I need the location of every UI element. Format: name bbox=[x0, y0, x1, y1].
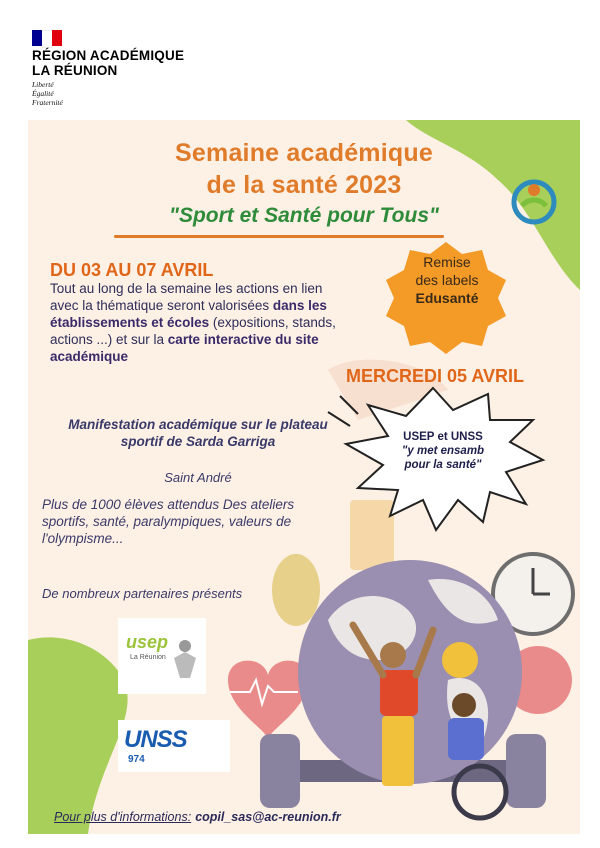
contact-line bbox=[54, 810, 341, 824]
motto-egalite: Égalité bbox=[32, 89, 54, 98]
usep-logo-text: usep bbox=[126, 632, 169, 652]
poster bbox=[28, 120, 580, 834]
ball bbox=[442, 642, 478, 678]
manifestation-place: Saint André bbox=[164, 470, 232, 485]
glass-drink bbox=[350, 500, 394, 570]
french-flag-icon bbox=[32, 30, 62, 46]
event-dates: DU 03 AU 07 AVRIL bbox=[50, 260, 214, 280]
pear-shape bbox=[272, 554, 320, 626]
partners-text: De nombreux partenaires présents bbox=[42, 586, 243, 601]
speech-burst-text bbox=[368, 430, 518, 472]
unss-logo-sub: 974 bbox=[128, 754, 145, 765]
heart-shape bbox=[228, 661, 308, 740]
usep-logo bbox=[118, 618, 206, 694]
intro-paragraph bbox=[50, 280, 350, 365]
dumbbell-weight-left bbox=[260, 734, 300, 808]
contact-email-link[interactable]: copil_sas@ac-reunion.fr bbox=[195, 810, 341, 824]
poster-title-line-2: de la santé 2023 bbox=[206, 171, 402, 199]
wednesday-date: MERCREDI 05 AVRIL bbox=[346, 366, 525, 386]
burst-line-1: USEP et UNSS bbox=[403, 431, 483, 443]
region-name bbox=[32, 48, 184, 78]
intro-part-2: (expositions, stands, actions ...) et sur la bbox=[50, 315, 336, 347]
usep-figure-icon bbox=[168, 638, 202, 682]
person-wheelchair bbox=[452, 693, 476, 717]
intro-bold-2: carte interactive du site académique bbox=[50, 332, 319, 364]
person-standing bbox=[380, 642, 406, 668]
dumbbell-weight-right bbox=[506, 734, 546, 808]
students-text: Plus de 1000 élèves attendus Des ateliers sportifs, santé, paralympiques, valeurs de l'olympisme... bbox=[42, 497, 295, 546]
unss-logo bbox=[118, 720, 230, 772]
intro-bold-1: dans les établissements et écoles bbox=[50, 298, 327, 330]
badge-line-3: Edusanté bbox=[415, 290, 479, 306]
intro-part-1: Tout au long de la semaine les actions en lien avec la thématique seront valorisées bbox=[50, 281, 323, 313]
labels-badge bbox=[388, 253, 506, 307]
badge-line-2: des labels bbox=[415, 272, 479, 288]
motto-liberte: Liberté bbox=[32, 80, 54, 89]
unss-logo-text: UNSS bbox=[124, 726, 187, 753]
manifestation-text: Manifestation académique sur le plateau sportif de Sarda Garriga bbox=[68, 417, 328, 449]
region-line-1: RÉGION ACADÉMIQUE bbox=[32, 48, 185, 63]
lime-corner-bottom-left bbox=[28, 637, 128, 834]
burst-line-2: "y met ensamb bbox=[401, 445, 485, 457]
usep-logo-sub: La Réunion bbox=[130, 654, 166, 661]
motto bbox=[32, 80, 63, 107]
poster-title-line-1: Semaine académique bbox=[175, 139, 433, 167]
motto-fraternite: Fraternité bbox=[32, 98, 63, 107]
contact-label: Pour plus d'informations: bbox=[54, 810, 192, 824]
subtitle-underline bbox=[114, 235, 444, 238]
burst-line-3: pour la santé" bbox=[404, 459, 482, 471]
poster-subtitle: "Sport et Santé pour Tous" bbox=[169, 204, 439, 227]
badge-line-1: Remise bbox=[423, 254, 471, 270]
region-line-2: LA RÉUNION bbox=[32, 63, 118, 78]
